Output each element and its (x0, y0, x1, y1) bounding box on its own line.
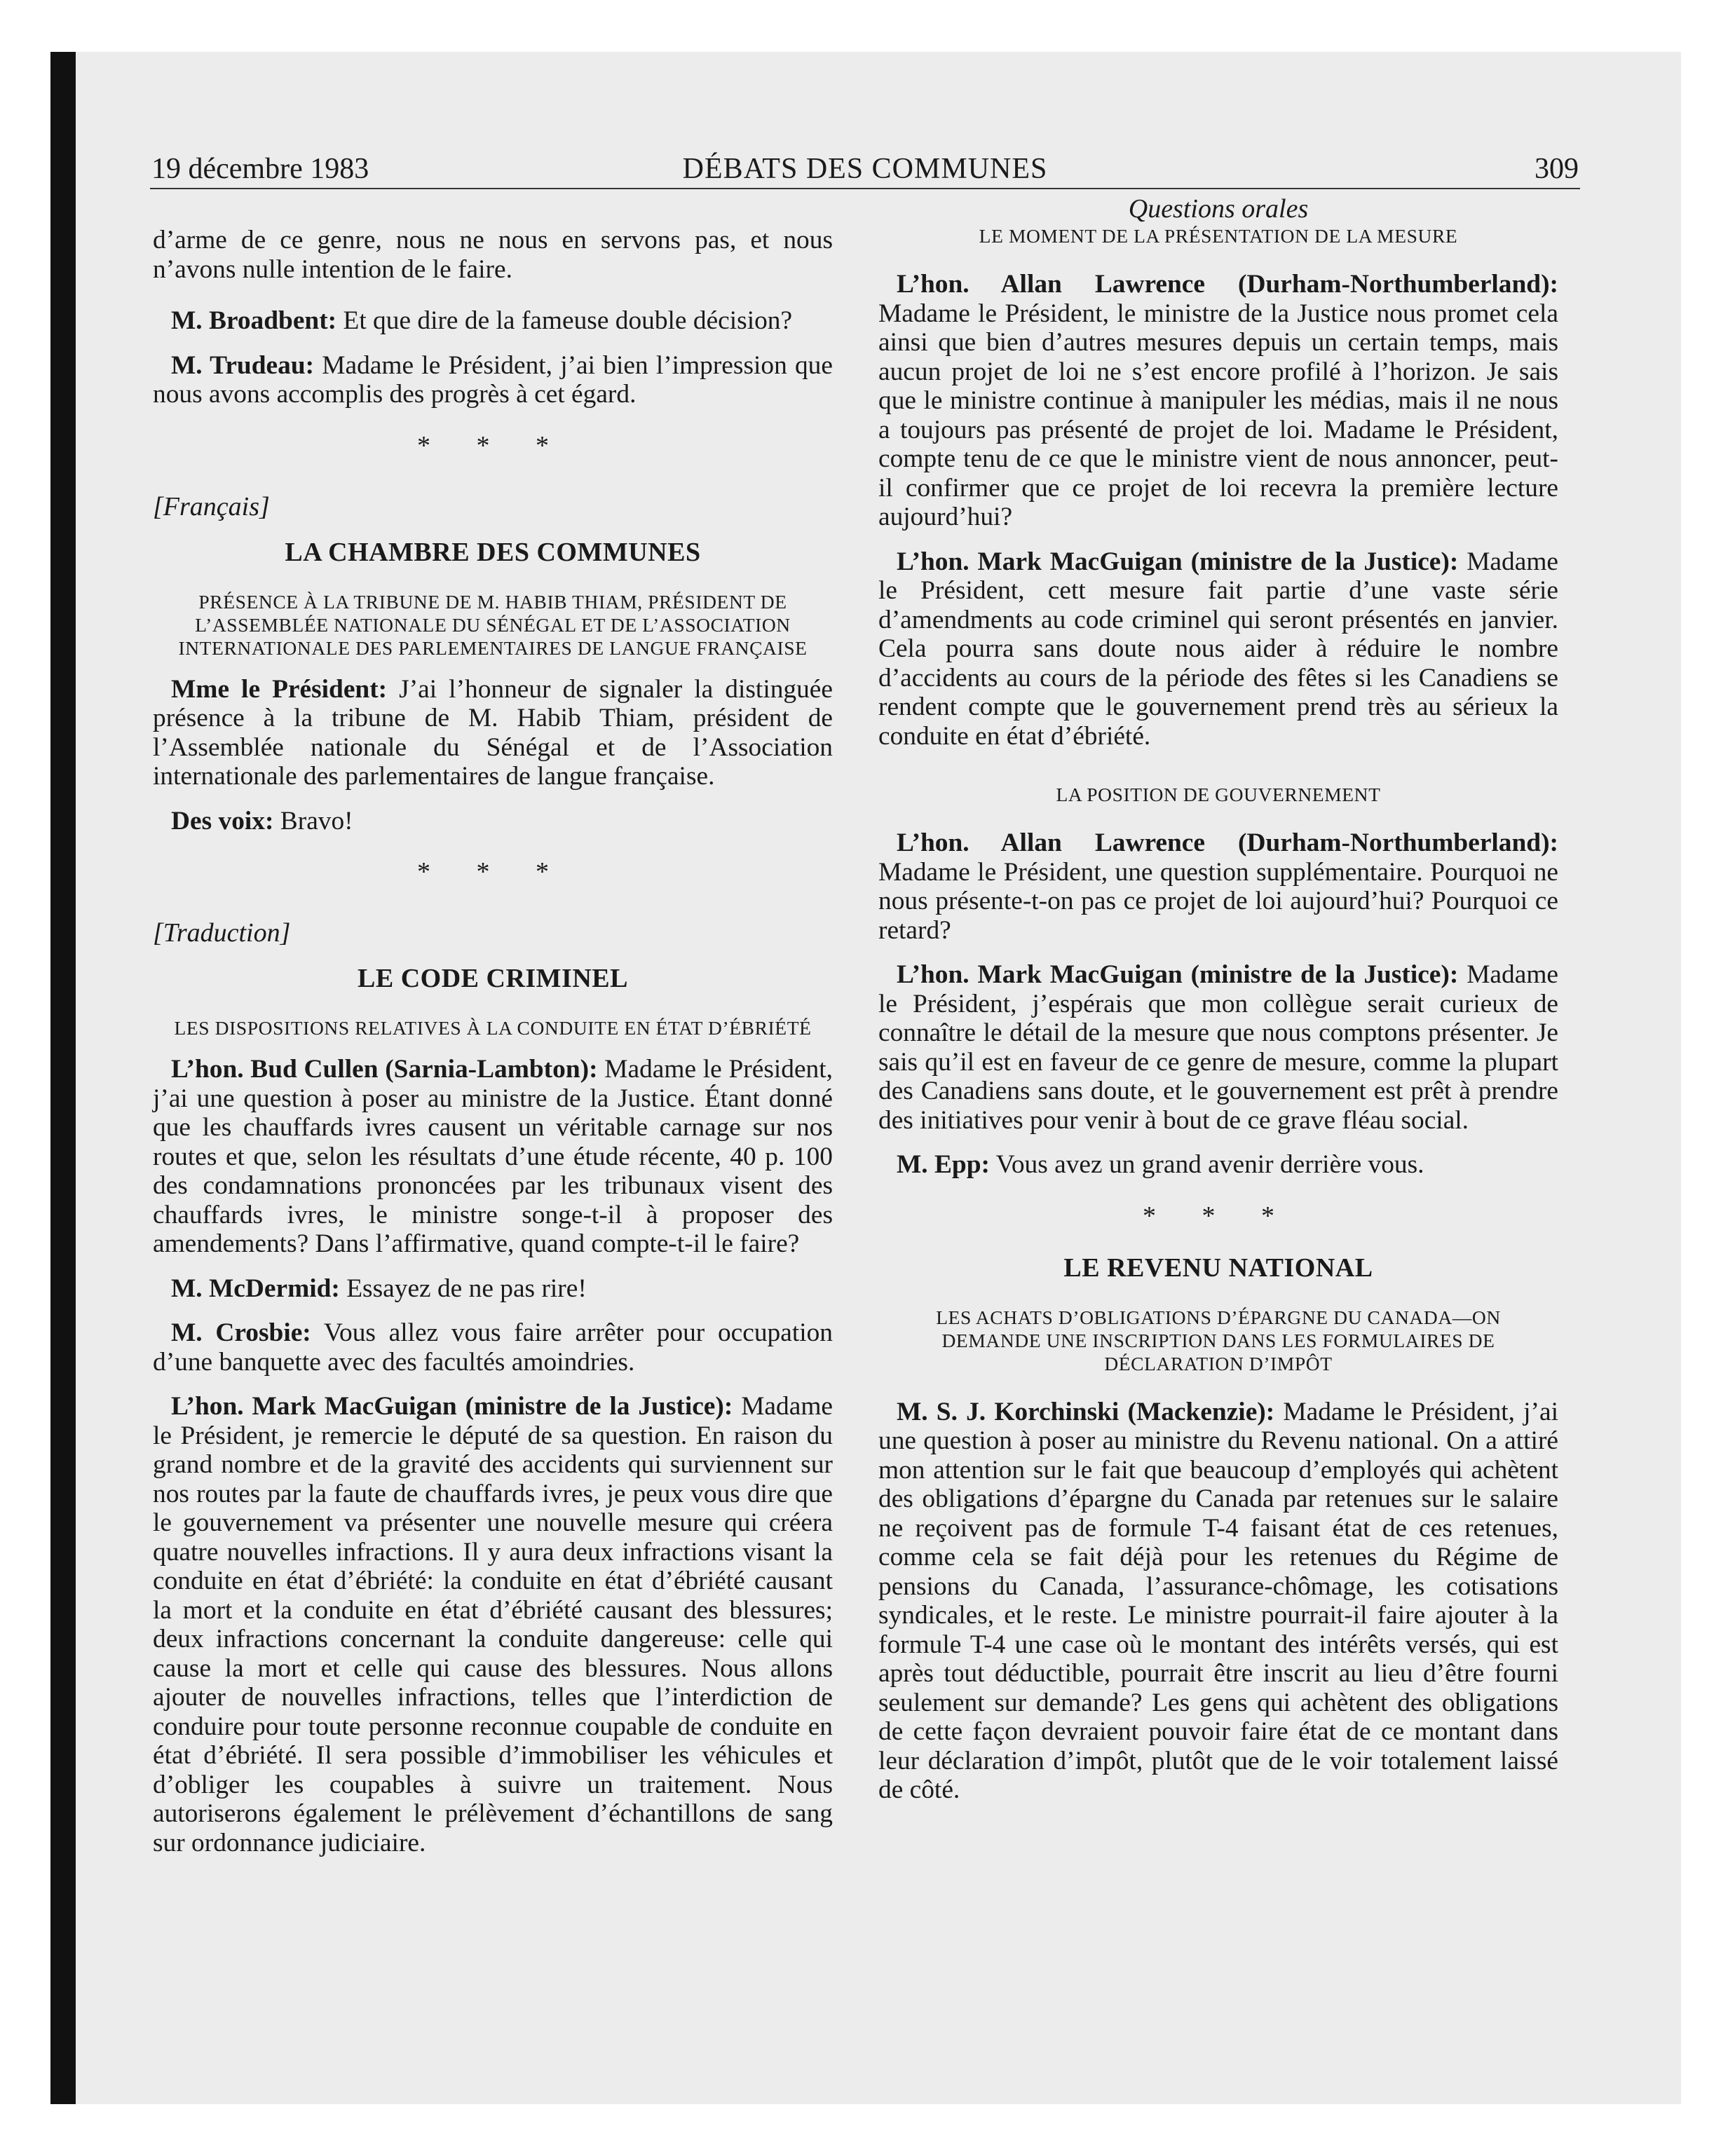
speech-lawrence (878, 828, 1558, 945)
speech-crosbie (153, 1318, 833, 1377)
speaker-name: L’hon. Bud Cullen (Sarnia-Lambton): (171, 1055, 598, 1084)
section-heading: LE CODE CRIMINEL (358, 964, 628, 993)
speaker-name: M. Broadbent: (171, 306, 337, 335)
speaker-name: L’hon. Allan Lawrence (Durham-Northumberland): (897, 828, 1558, 857)
speech-text: Madame le Président, j’espérais que mon collègue serait curieux de connaître le détail de la mesure que nous comptons présenter. Je sais qu’il est en faveur de ce genre de mesure, comme la plupart des Canadiens sans doute, et le gouvernement est prêt à prendre des initiatives pour venir à bout de ce grave fléau social. (878, 960, 1558, 1135)
section-heading: LE REVENU NATIONAL (1063, 1253, 1373, 1283)
subsection-heading: LES DISPOSITIONS RELATIVES À LA CONDUITE EN ÉTAT D’ÉBRIÉTÉ (174, 1017, 812, 1039)
speech-cullen (153, 1055, 833, 1259)
header-title: DÉBATS DES COMMUNES (682, 153, 1048, 185)
speech-macguigan (878, 547, 1558, 751)
speech-mcdermid (153, 1274, 833, 1304)
speech-voix (153, 807, 833, 836)
section-heading: LA CHAMBRE DES COMMUNES (285, 537, 701, 567)
speaker-name: L’hon. Allan Lawrence (Durham-Northumberland): (897, 270, 1558, 299)
speech-text: Madame le Président, une question supplémentaire. Pourquoi ne nous présente-t-on pas ce projet de loi aujourd’hui? Pourquoi ce retard? (878, 857, 1558, 945)
language-marker: [Français] (153, 491, 270, 521)
section-separator: * * * (1143, 1201, 1294, 1231)
section-separator: * * * (417, 857, 569, 887)
speaker-name: Des voix: (171, 806, 274, 835)
speech-korchinski (878, 1398, 1558, 1805)
speaker-name: M. Epp: (897, 1150, 990, 1179)
speaker-name: Mme le Président: (171, 674, 388, 704)
speech-text: Madame le Président, cett mesure fait partie d’une vaste série d’amendments au code criminel qui seront présentés en janvier. Cela pourra sans doute nous aider à réduire le nombre d’accidents au cours de la période des fêtes si les Canadiens se rendent compte que le gouvernement prend très au sérieux la conduite en état d’ébriété. (878, 547, 1558, 751)
speech-text: Vous allez vous faire arrêter pour occupation d’une banquette avec des facultés amoindries. (153, 1318, 834, 1377)
speech-text: Bravo! (280, 806, 353, 835)
speech-trudeau (153, 351, 833, 409)
speech-text: Essayez de ne pas rire! (346, 1274, 587, 1303)
subsection-heading: LES ACHATS D’OBLIGATIONS D’ÉPARGNE DU CANADA—ON DEMANDE UNE INSCRIPTION DANS LES FORMULAIRES DE DÉCLARATION D’IMPÔT (936, 1306, 1501, 1374)
subsection-heading: LE MOMENT DE LA PRÉSENTATION DE LA MESURE (979, 225, 1458, 247)
header-date: 19 décembre 1983 (151, 153, 369, 185)
rubric-heading: Questions orales (1128, 194, 1309, 224)
subsection-heading: PRÉSENCE À LA TRIBUNE DE M. HABIB THIAM, PRÉSIDENT DE L’ASSEMBLÉE NATIONALE DU SÉNÉGAL ET DE L’ASSOCIATION INTERNATIONALE DES PARLEMENTAIRES DE LANGUE FRANÇAISE (178, 590, 808, 659)
speech-text: Madame le Président, le ministre de la Justice nous promet cela ainsi que bien d’autres mesures depuis un certain temps, mais aucun projet de loi ne s’est encore profilé à l’horizon. Je sais que le ministre continue à manipuler les médias, mais il ne nous a toujours pas présenté de projet de loi. Madame le Président, compte tenu de ce que le ministre vient de nous annoncer, peut-il confirmer que ce projet de loi recevra la première lecture aujourd’hui? (878, 299, 1558, 531)
speaker-name: M. Crosbie: (171, 1318, 311, 1347)
speech-broadbent (153, 306, 833, 336)
speech-lawrence (878, 270, 1558, 532)
speech-president (153, 675, 833, 791)
continuation-paragraph: d’arme de ce genre, nous ne nous en servons pas, et nous n’avons nulle intention de le faire. (153, 226, 833, 284)
speech-epp (878, 1150, 1558, 1180)
subsection-heading: LA POSITION DE GOUVERNEMENT (1056, 784, 1381, 805)
speaker-name: M. McDermid: (171, 1274, 340, 1303)
speaker-name: L’hon. Mark MacGuigan (ministre de la Justice): (897, 960, 1459, 989)
speech-text: Madame le Président, j’ai une question à poser au ministre du Revenu national. On a attiré mon attention sur le fait que beaucoup d’employés qui achètent des obligations d’épargne du Canada par retenues sur le salaire ne reçoivent pas de formule T-4 faisant état de ces retenues, comme cela se fait déjà pour les retenues du Régime de pensions du Canada, l’assurance-chômage, les cotisations syndicales, et le reste. Le ministre pourrait-il faire ajouter à la formule T-4 une case où le montant des intérêts versés, qui est après tout déductible, pourrait être inscrit au lieu d’être fourni seulement sur demande? Les gens qui achètent des obligations de cette façon devraient pouvoir faire état de ce montant dans leur déclaration d’impôt, plutôt que de le voir totalement laissé de côté. (878, 1397, 1558, 1804)
document-page (76, 52, 1681, 2104)
speaker-name: M. S. J. Korchinski (Mackenzie): (897, 1397, 1275, 1426)
speech-macguigan (878, 960, 1558, 1135)
speech-text: Madame le Président, j’ai bien l’impression que nous avons accomplis des progrès à cet égard. (153, 350, 833, 409)
speech-text: Madame le Président, j’ai une question à poser au ministre de la Justice. Étant donné que les chauffards ivres causent un véritable carnage sur nos routes et que, selon les résultats d’une étude récente, 40 p. 100 des condamnations prononcées par les tribunaux visent des chauffards ivres, le ministre songe-t-il à proposer des amendements? Dans l’affirmative, quand compte-t-il le faire? (153, 1055, 833, 1258)
speaker-name: L’hon. Mark MacGuigan (ministre de la Justice): (897, 547, 1459, 576)
speech-text: Et que dire de la fameuse double décision? (343, 306, 793, 335)
binding-shadow (50, 52, 76, 2104)
running-header (150, 150, 1580, 189)
speech-macguigan (153, 1392, 833, 1857)
left-column (153, 193, 833, 1857)
speaker-name: M. Trudeau: (171, 350, 315, 380)
speech-text: Vous avez un grand avenir derrière vous. (995, 1150, 1424, 1179)
speech-text: J’ai l’honneur de signaler la distinguée présence à la tribune de M. Habib Thiam, président de l’Assemblée nationale du Sénégal et de l’Association internationale des parlementaires de langue française. (153, 674, 833, 791)
right-column (878, 193, 1558, 1805)
section-separator: * * * (417, 430, 569, 460)
speech-text: Madame le Président, je remercie le député de sa question. En raison du grand nombre et de la gravité des accidents qui surviennent sur nos routes par la faute de chauffards ivres, je peux vous dire que le gouvernement va présenter une nouvelle mesure qui créera quatre nouvelles infractions. Il y aura deux infractions visant la conduite en état d’ébriété: la conduite en état d’ébriété causant la mort et la conduite en état d’ébriété causant des blessures; deux infractions concernant la conduite dangereuse: celle qui cause la mort et celle qui cause des blessures. Nous allons ajouter de nouvelles infractions, telles que l’interdiction de conduire pour toute personne reconnue coupable de conduite en état d’ébriété. Il sera possible d’immobiliser les véhicules et d’obliger les coupables à suivre un traitement. Nous autoriserons également le prélèvement d’échantillons de sang sur ordonnance judiciaire. (153, 1392, 833, 1857)
speaker-name: L’hon. Mark MacGuigan (ministre de la Justice): (171, 1392, 733, 1421)
language-marker: [Traduction] (153, 918, 291, 948)
page-number: 309 (1535, 153, 1579, 185)
